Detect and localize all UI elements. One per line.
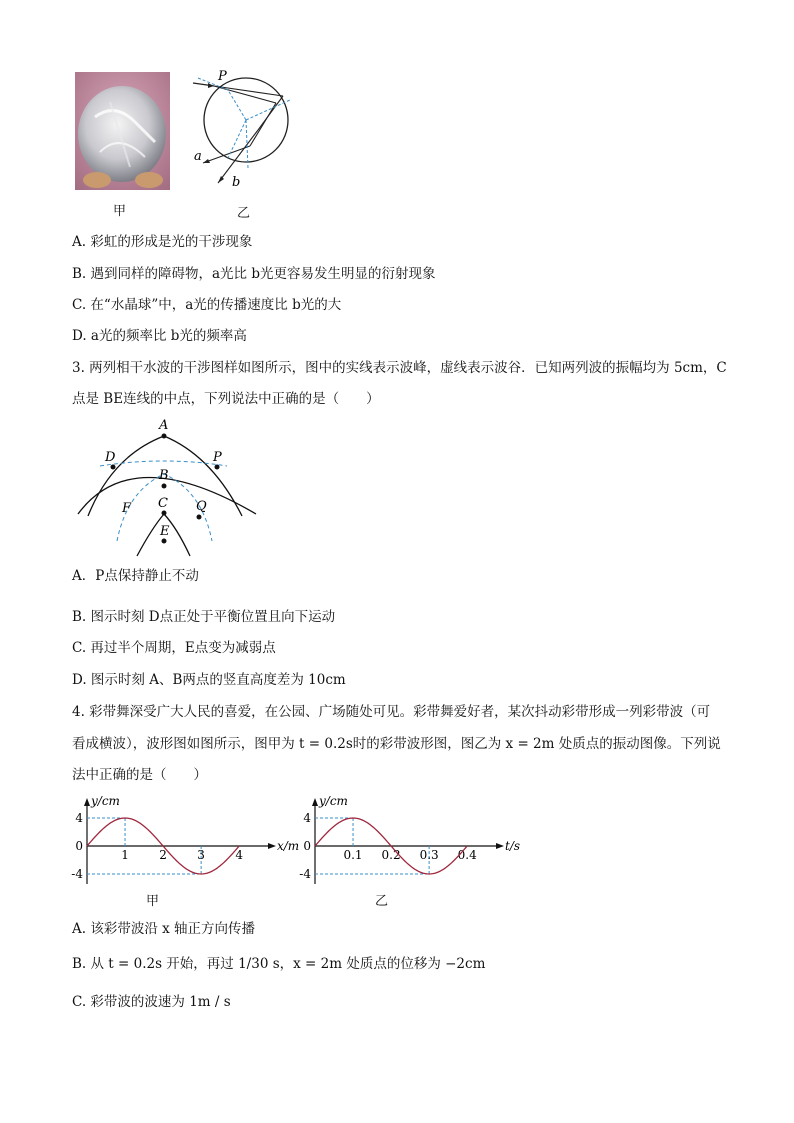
- y-tick-label: 4: [75, 811, 83, 825]
- x-tick-label: 3: [197, 848, 205, 862]
- y-tick-label: 0: [75, 839, 83, 853]
- y-tick-label: -4: [71, 867, 83, 881]
- y-tick-label: 0: [303, 839, 311, 853]
- y-axis-label: y/cm: [91, 794, 120, 808]
- q4-stem-line1: 4. 彩带舞深受广大人民的喜爱，在公园、广场随处可见。彩带舞爱好者，某次抖动彩带形成一列彩带波（可: [72, 704, 711, 720]
- point-q-label: Q: [196, 499, 207, 514]
- q3-option-b: B. 图示时刻 D点正处于平衡位置且向下运动: [72, 609, 336, 625]
- point-e-label: E: [160, 524, 170, 539]
- q4-stem-line2: 看成横波），波形图如图所示，图甲为 t = 0.2s时的彩带波形图，图乙为 x = 2m 处质点的振动图像。下列说: [72, 736, 721, 752]
- y-axis-arrow: [312, 798, 318, 806]
- q2-option-a: A. 彩虹的形成是光的干涉现象: [72, 234, 253, 250]
- point-f-label: F: [122, 501, 132, 516]
- point-p-label: P: [218, 69, 227, 84]
- ray-a-label: a: [194, 149, 202, 164]
- x-tick-label: 4: [235, 848, 243, 862]
- x-axis-label: t/s: [505, 839, 521, 853]
- x-tick-label: 2: [159, 848, 167, 862]
- q4-option-c: C. 彩带波的波速为 1m / s: [72, 994, 231, 1010]
- interference-diagram: [72, 416, 262, 564]
- y-axis-label: y/cm: [319, 794, 348, 808]
- q4-option-b-text: B. 从 t = 0.2s 开始，再过 1/30 s，x = 2m 处质点的位移为 −2cm: [72, 956, 486, 972]
- y-axis-arrow: [84, 798, 90, 806]
- crystal-ball-photo: [75, 72, 170, 190]
- wave-chart-right-caption: 乙: [375, 894, 389, 909]
- x-axis-label: x/m: [277, 839, 300, 853]
- light-refraction-diagram: [188, 68, 308, 196]
- point-c-label: C: [158, 496, 168, 511]
- wave-chart-left: [71, 792, 300, 887]
- q3-option-c: C. 再过半个周期，E点变为减弱点: [72, 640, 276, 656]
- ray-b-label: b: [232, 175, 241, 190]
- x-tick-label: 0.3: [419, 848, 439, 862]
- q3-stem-line2: 点是 BE连线的中点，下列说法中正确的是（ ）: [72, 391, 380, 407]
- x-tick-label: 0.1: [343, 848, 363, 862]
- diagram-caption: 乙: [237, 206, 251, 221]
- point-d-label: D: [105, 450, 116, 465]
- q4-stem-line3: 法中正确的是（ ）: [72, 767, 207, 783]
- q3-option-a: A．P点保持静止不动: [72, 568, 199, 584]
- wave-chart-left-caption: 甲: [146, 894, 160, 909]
- point-a-label: A: [159, 418, 169, 433]
- x-axis-arrow: [496, 843, 504, 849]
- point-b-label: B: [159, 468, 169, 483]
- q2-option-d: D. a光的频率比 b光的频率高: [72, 328, 247, 344]
- x-tick-label: 0.2: [381, 848, 401, 862]
- q3-option-d: D. 图示时刻 A、B两点的竖直高度差为 10cm: [72, 672, 346, 688]
- photo-caption: 甲: [113, 204, 127, 219]
- q2-option-b: B. 遇到同样的障碍物，a光比 b光更容易发生明显的衍射现象: [72, 266, 436, 282]
- q2-option-c: C. 在“水晶球”中，a光的传播速度比 b光的大: [72, 297, 342, 313]
- wave-chart-right: [299, 792, 521, 887]
- y-tick-label: -4: [299, 867, 311, 881]
- y-tick-label: 4: [303, 811, 311, 825]
- x-axis-arrow: [268, 843, 276, 849]
- x-tick-label: 1: [121, 848, 129, 862]
- point-p-label: P: [213, 450, 222, 465]
- q4-option-b: [72, 955, 485, 973]
- q3-stem-line1: 3. 两列相干水波的干涉图样如图所示，图中的实线表示波峰，虚线表示波谷．已知两列波的振幅均为 5cm，C: [72, 360, 727, 376]
- q4-option-a: A. 该彩带波沿 x 轴正方向传播: [72, 921, 256, 937]
- x-tick-label: 0.4: [457, 848, 477, 862]
